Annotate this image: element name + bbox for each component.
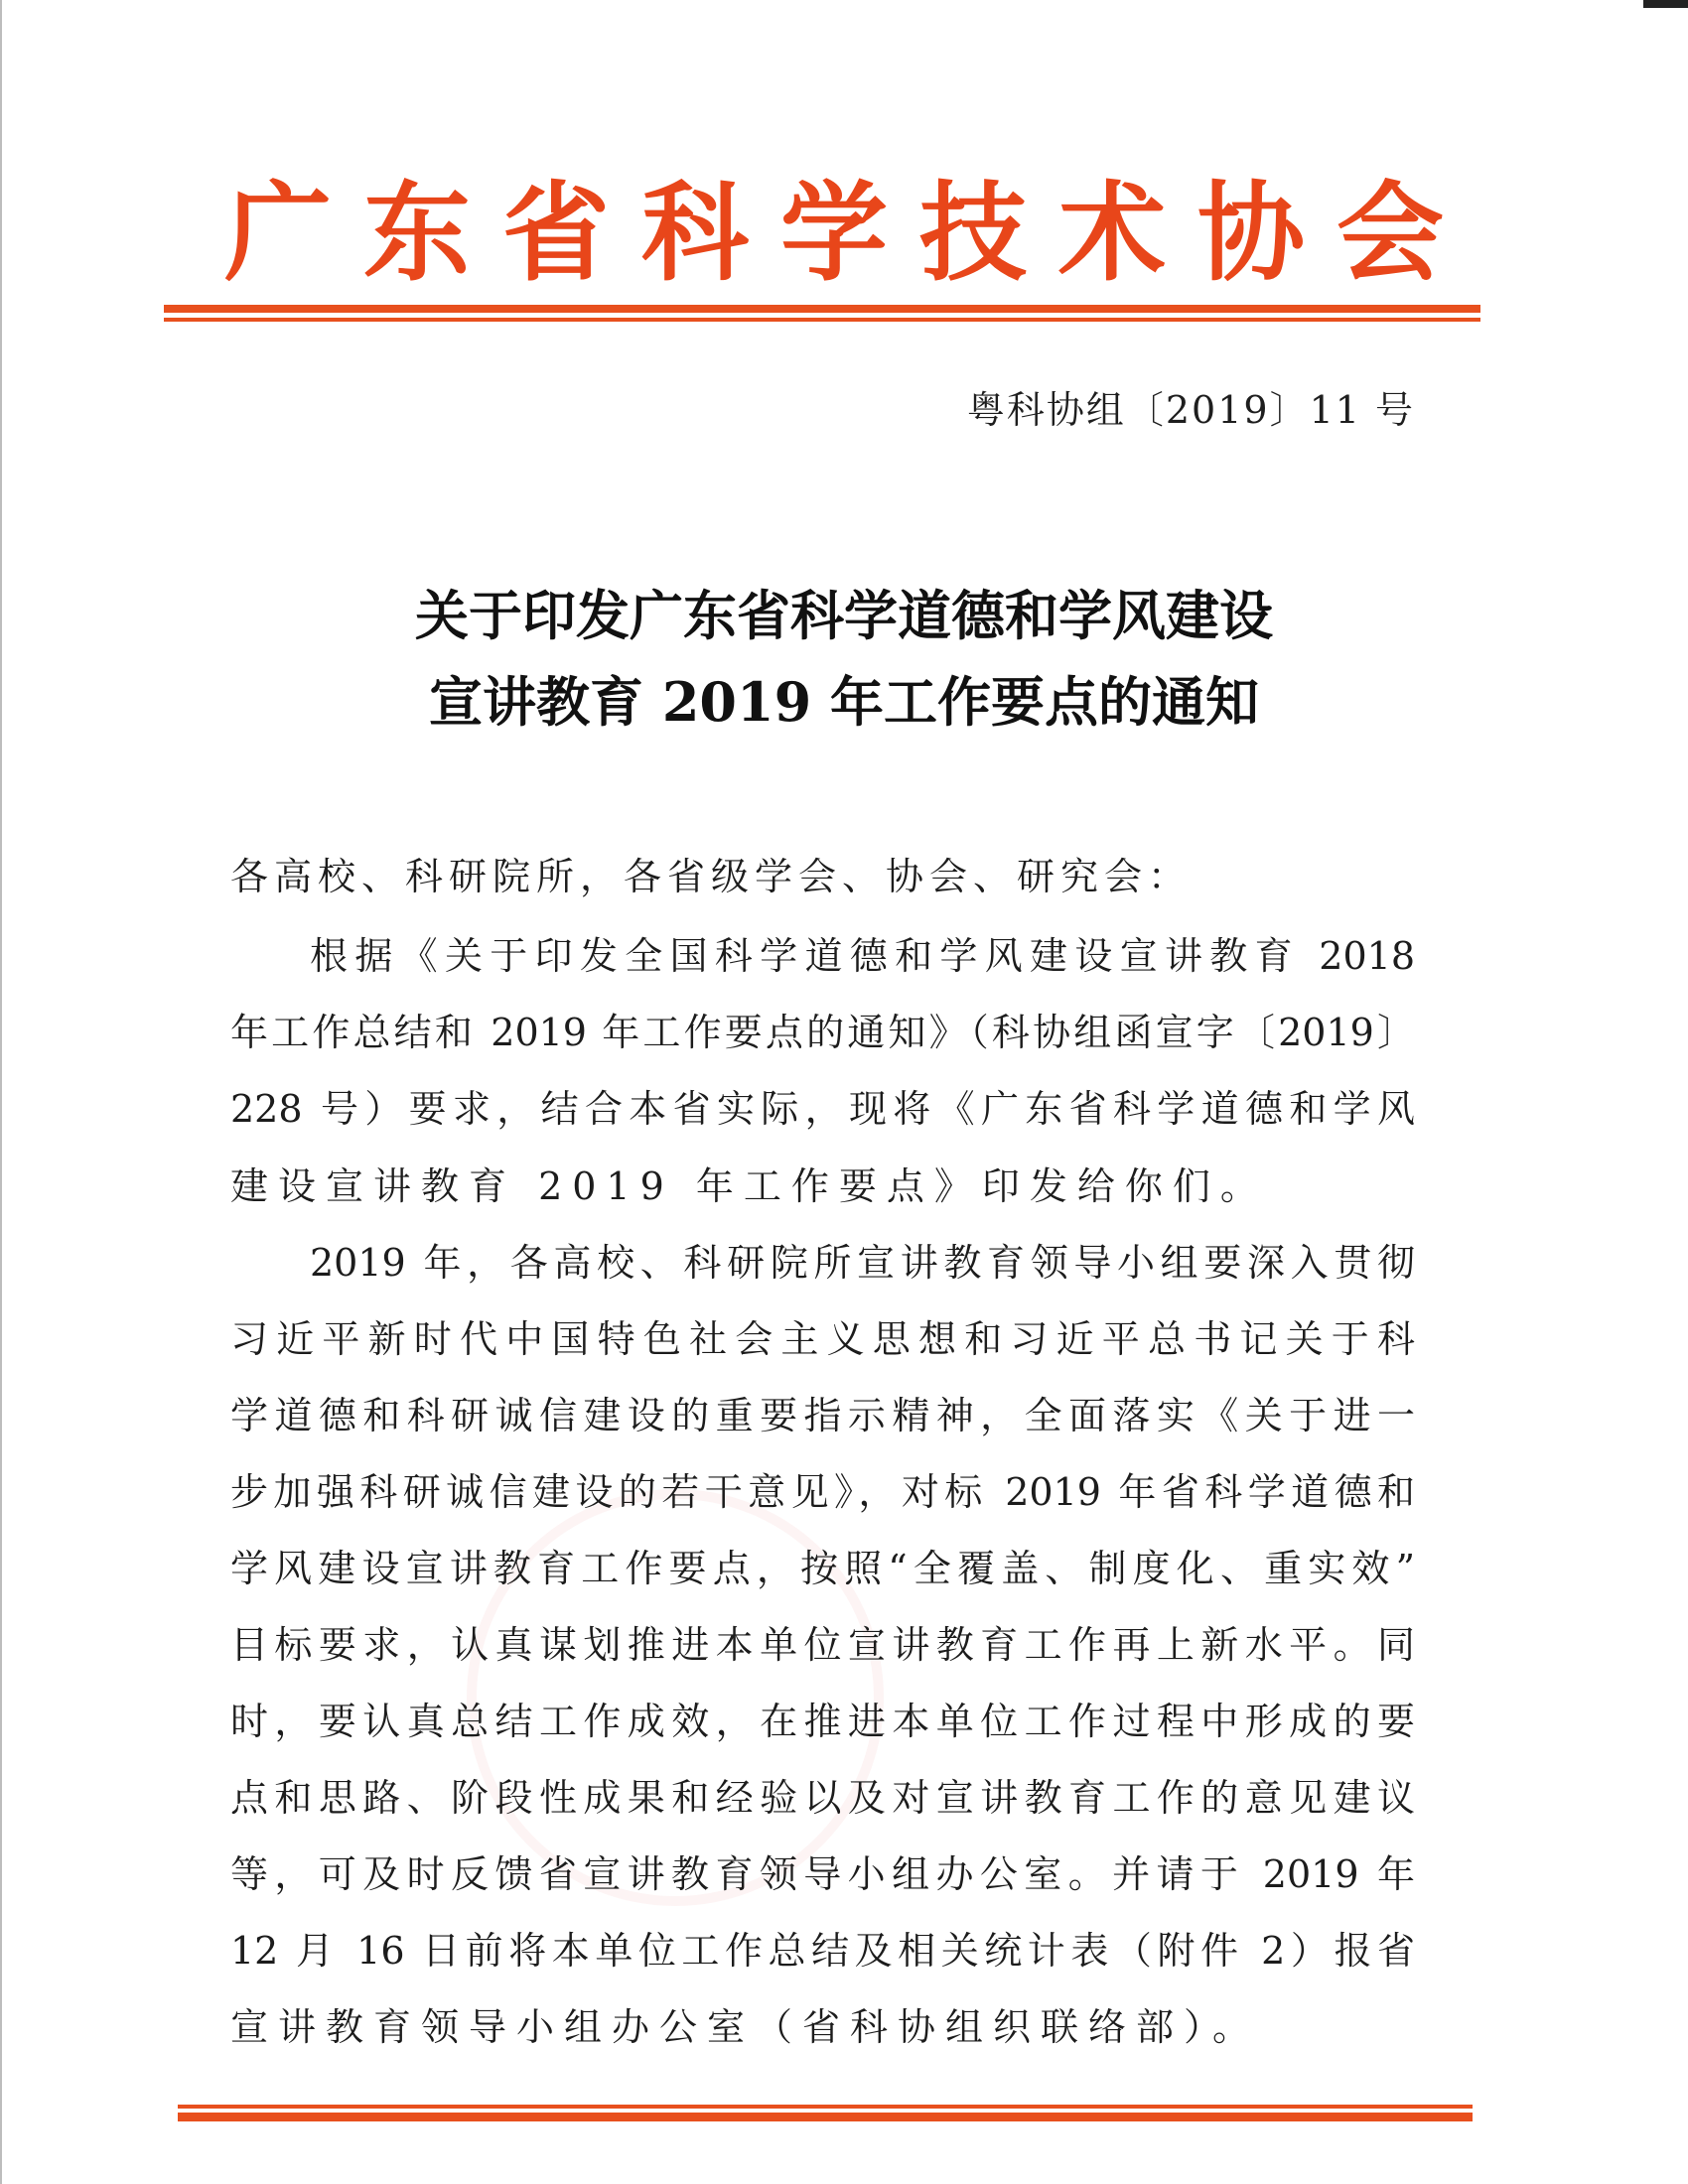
letterhead-char: 技 [918, 171, 1027, 296]
footer-rule-thin [178, 2105, 1473, 2109]
paragraph-1-line: 建设宣讲教育 2019 年工作要点》印发给你们。 [230, 1164, 1268, 1208]
paragraph-2-line: 学道德和科研诚信建设的重要指示精神，全面落实《关于进一 [230, 1394, 1415, 1437]
paragraph-2-line: 学风建设宣讲教育工作要点，按照“全覆盖、制度化、重实效” [230, 1547, 1415, 1590]
paragraph-2-line: 步加强科研诚信建设的若干意见》，对标 2019 年省科学道德和 [230, 1470, 1415, 1514]
paragraph-1-line: 228 号）要求，结合本省实际，现将《广东省科学道德和学风 [230, 1087, 1415, 1131]
footer-rule-thick [178, 2113, 1473, 2121]
paragraph-2-line: 等，可及时反馈省宣讲教育领导小组办公室。并请于 2019 年 [230, 1852, 1415, 1896]
letterhead-char: 学 [779, 171, 888, 296]
letterhead-char: 科 [640, 171, 749, 296]
letterhead-char: 会 [1336, 171, 1444, 296]
paragraph-2-line: 宣讲教育领导小组办公室（省科协组织联络部）。 [230, 2005, 1261, 2049]
letterhead-rule-thick [164, 305, 1480, 313]
document-title-line-1: 关于印发广东省科学道德和学风建设 [415, 584, 1273, 647]
document-title-line-2: 宣讲教育 2019 年工作要点的通知 [429, 670, 1259, 734]
document-number: 粤科协组〔2019〕11 号 [966, 388, 1415, 432]
paragraph-2-line: 目标要求，认真谋划推进本单位宣讲教育工作再上新水平。同 [230, 1623, 1415, 1667]
scan-edge-artifact [1643, 0, 1688, 8]
letterhead-rule-thin [164, 318, 1480, 322]
paragraph-2-line: 12 月 16 日前将本单位工作总结及相关统计表（附件 2）报省 [230, 1929, 1415, 1973]
letterhead-char: 协 [1196, 171, 1305, 296]
paragraph-2-line: 2019 年，各高校、科研院所宣讲教育领导小组要深入贯彻 [310, 1241, 1415, 1285]
paragraph-1-line: 根据《关于印发全国科学道德和学风建设宣讲教育 2018 [310, 934, 1415, 978]
letterhead-char: 广 [223, 171, 332, 296]
salutation: 各高校、科研院所，各省级学会、协会、研究会： [230, 855, 1193, 898]
paragraph-2-line: 习近平新时代中国特色社会主义思想和习近平总书记关于科 [230, 1317, 1415, 1361]
letterhead-char: 东 [362, 171, 471, 296]
letterhead-char: 术 [1057, 171, 1166, 296]
scan-edge-artifact [0, 0, 2, 2184]
letterhead-char: 省 [501, 171, 610, 296]
paragraph-1-line: 年工作总结和 2019 年工作要点的通知》（科协组函宣字〔2019〕 [230, 1011, 1415, 1054]
paragraph-2-line: 时，要认真总结工作成效，在推进本单位工作过程中形成的要 [230, 1700, 1415, 1743]
letterhead-organization-name [213, 169, 1455, 298]
paragraph-2-line: 点和思路、阶段性成果和经验以及对宣讲教育工作的意见建议 [230, 1776, 1415, 1820]
